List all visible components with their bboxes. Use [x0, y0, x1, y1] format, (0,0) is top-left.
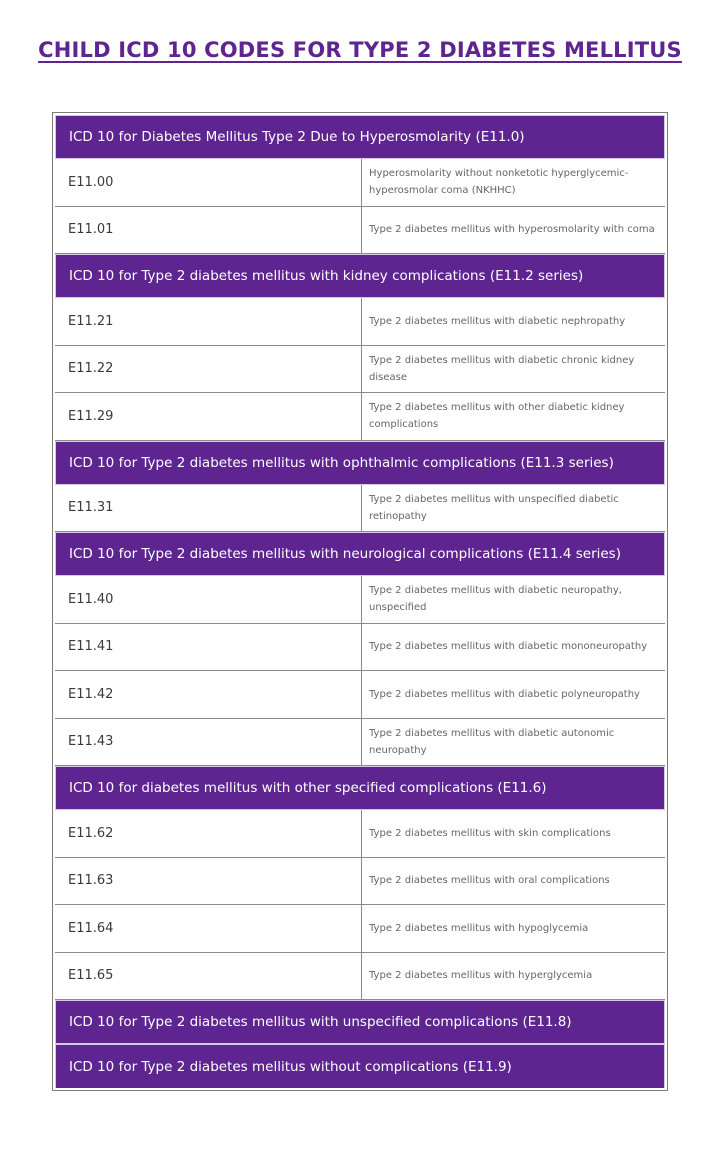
table-row — [55, 576, 665, 624]
section-header-label: ICD 10 for Type 2 diabetes mellitus with unspecified complications (E11.8) — [69, 1014, 572, 1030]
description-cell: Type 2 diabetes mellitus with diabetic autonomic neuropathy — [369, 727, 615, 756]
icd-code-cell: E11.29 — [55, 393, 362, 440]
table-row — [55, 671, 665, 719]
icd-code-cell: E11.63 — [55, 858, 362, 905]
section-header — [55, 254, 665, 298]
section-header — [55, 1044, 665, 1088]
icd-code-cell: E11.41 — [55, 624, 362, 671]
table-row — [55, 858, 665, 906]
icd-code-cell: E11.00 — [55, 159, 362, 206]
description-cell: Hyperosmolarity without nonketotic hyperglycemic-hyperosmolar coma (NKHHC) — [369, 168, 629, 197]
icd-codes-table — [52, 112, 668, 1091]
section-header — [55, 532, 665, 576]
section-header-label: ICD 10 for Diabetes Mellitus Type 2 Due to Hyperosmolarity (E11.0) — [69, 129, 525, 145]
description-cell: Type 2 diabetes mellitus with hypoglycemia — [369, 922, 589, 934]
description-cell: Type 2 diabetes mellitus with diabetic neuropathy, unspecified — [369, 585, 622, 614]
icd-code-cell: E11.62 — [55, 810, 362, 857]
icd-code-cell: E11.64 — [55, 905, 362, 952]
table-row — [55, 485, 665, 533]
table-row — [55, 953, 665, 1001]
icd-code-cell: E11.21 — [55, 298, 362, 345]
page-title: CHILD ICD 10 CODES FOR TYPE 2 DIABETES MELLITUS — [38, 38, 682, 62]
description-cell: Type 2 diabetes mellitus with hyperosmolarity with coma — [369, 224, 655, 236]
table-row — [55, 719, 665, 767]
table-row — [55, 624, 665, 672]
section-header-label: ICD 10 for Type 2 diabetes mellitus with neurological complications (E11.4 series) — [69, 546, 621, 562]
icd-code-cell: E11.42 — [55, 671, 362, 718]
description-cell: Type 2 diabetes mellitus with skin complications — [369, 827, 611, 839]
section-header-label: ICD 10 for diabetes mellitus with other specified complications (E11.6) — [69, 780, 547, 796]
table-row — [55, 346, 665, 394]
table-row — [55, 298, 665, 346]
icd-code-cell: E11.65 — [55, 953, 362, 1000]
table-row — [55, 905, 665, 953]
description-cell: Type 2 diabetes mellitus with other diabetic kidney complications — [369, 402, 625, 431]
description-cell: Type 2 diabetes mellitus with diabetic nephropathy — [369, 315, 626, 327]
description-cell: Type 2 diabetes mellitus with unspecified diabetic retinopathy — [369, 493, 619, 522]
table-row — [55, 393, 665, 441]
description-cell: Type 2 diabetes mellitus with oral complications — [369, 875, 610, 887]
description-cell: Type 2 diabetes mellitus with diabetic mononeuropathy — [369, 641, 648, 653]
section-header-label: ICD 10 for Type 2 diabetes mellitus with ophthalmic complications (E11.3 series) — [69, 454, 614, 471]
icd-code-cell: E11.22 — [55, 346, 362, 393]
description-cell: Type 2 diabetes mellitus with diabetic polyneuropathy — [369, 688, 640, 700]
table-row — [55, 810, 665, 858]
section-header-label: ICD 10 for Type 2 diabetes mellitus with kidney complications (E11.2 series) — [69, 268, 584, 284]
table-row — [55, 207, 665, 255]
section-header-label: ICD 10 for Type 2 diabetes mellitus without complications (E11.9) — [69, 1058, 512, 1075]
section-header — [55, 115, 665, 159]
section-header — [55, 1000, 665, 1044]
section-header — [55, 766, 665, 810]
icd-code-cell: E11.01 — [55, 207, 362, 254]
icd-code-cell: E11.43 — [55, 719, 362, 766]
table-row — [55, 159, 665, 207]
icd-code-cell: E11.40 — [55, 576, 362, 623]
description-cell: Type 2 diabetes mellitus with hyperglycemia — [369, 970, 593, 982]
icd-code-cell: E11.31 — [55, 485, 362, 532]
section-header — [55, 441, 665, 485]
description-cell: Type 2 diabetes mellitus with diabetic chronic kidney disease — [369, 354, 635, 383]
